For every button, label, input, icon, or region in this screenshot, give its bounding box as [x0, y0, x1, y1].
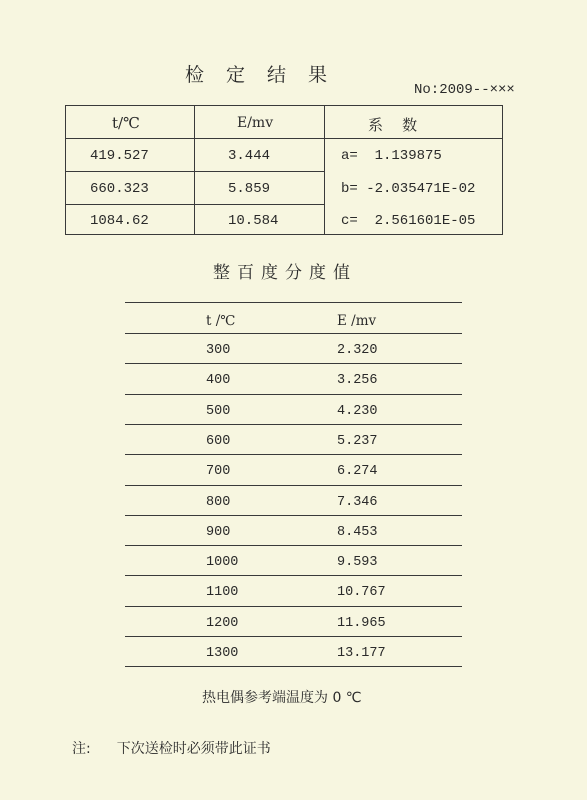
table-divider — [66, 138, 502, 139]
footer-text: 下次送检时必须带此证书 — [116, 741, 271, 757]
table-cell-emf: 11.965 — [337, 615, 386, 631]
table-cell-temperature: 800 — [206, 494, 231, 510]
table-divider — [194, 106, 195, 234]
coefficient-c: c= 2.561601E-05 — [341, 213, 476, 229]
table-cell-temperature: 1300 — [206, 646, 239, 661]
table-rule — [125, 636, 462, 637]
result-e-3: 10.584 — [228, 213, 279, 229]
table-rule — [125, 424, 462, 425]
result-t-3: 1084.62 — [90, 213, 149, 229]
table-cell-temperature: 1100 — [206, 585, 239, 601]
result-t-1: 419.527 — [90, 148, 149, 164]
table-cell-temperature: 400 — [206, 373, 231, 389]
table-rule — [125, 454, 462, 455]
table-rule — [125, 545, 462, 546]
table-cell-temperature: 1200 — [206, 615, 239, 631]
table-rule — [125, 363, 462, 364]
hundred-degree-table-title: 整百度分度值 — [213, 263, 357, 283]
table-cell-emf: 4.230 — [337, 403, 378, 419]
reference-temperature-note: 热电偶参考端温度为 0 ℃ — [202, 690, 362, 706]
table-cell-temperature: 500 — [206, 403, 231, 419]
table-rule — [125, 575, 462, 576]
table-cell-temperature: 300 — [206, 343, 231, 358]
table-cell-emf: 6.274 — [337, 464, 378, 480]
table-cell-emf: 3.256 — [337, 373, 378, 389]
document-title: 检定结果 — [185, 64, 350, 86]
table-rule — [125, 333, 462, 334]
table-cell-emf: 7.346 — [337, 494, 378, 510]
table-cell-emf: 10.767 — [337, 585, 386, 601]
footer-label: 注: — [72, 741, 91, 757]
result-t-2: 660.323 — [90, 181, 149, 197]
table-cell-emf: 13.177 — [337, 646, 386, 661]
table-rule — [125, 394, 462, 395]
header-temperature: t/℃ — [112, 114, 140, 132]
header-coefficients: 系 数 — [368, 116, 418, 134]
verification-result-table — [65, 105, 503, 235]
table-cell-emf: 5.237 — [337, 433, 378, 449]
table-cell-emf: 8.453 — [337, 524, 378, 540]
footer-note — [72, 738, 271, 758]
header-temperature: t /℃ — [206, 313, 236, 329]
table-cell-temperature: 700 — [206, 464, 231, 480]
table-rule — [125, 485, 462, 486]
table-divider — [66, 171, 324, 172]
table-rule — [125, 515, 462, 516]
table-rule — [125, 666, 462, 667]
table-cell-temperature: 600 — [206, 433, 231, 449]
table-rule — [125, 606, 462, 607]
table-rule — [125, 302, 462, 303]
table-cell-emf: 9.593 — [337, 555, 378, 571]
table-cell-emf: 2.320 — [337, 343, 378, 358]
result-e-2: 5.859 — [228, 181, 271, 197]
certificate-number: No:2009--××× — [414, 82, 515, 98]
table-divider — [324, 106, 325, 234]
coefficient-a: a= 1.139875 — [341, 148, 442, 164]
coefficient-b: b= -2.035471E-02 — [341, 181, 476, 197]
result-e-1: 3.444 — [228, 148, 271, 164]
table-cell-temperature: 900 — [206, 524, 231, 540]
header-emf: E/mv — [237, 115, 274, 131]
header-emf: E /mv — [337, 313, 377, 329]
table-divider — [66, 204, 324, 205]
table-cell-temperature: 1000 — [206, 555, 239, 571]
